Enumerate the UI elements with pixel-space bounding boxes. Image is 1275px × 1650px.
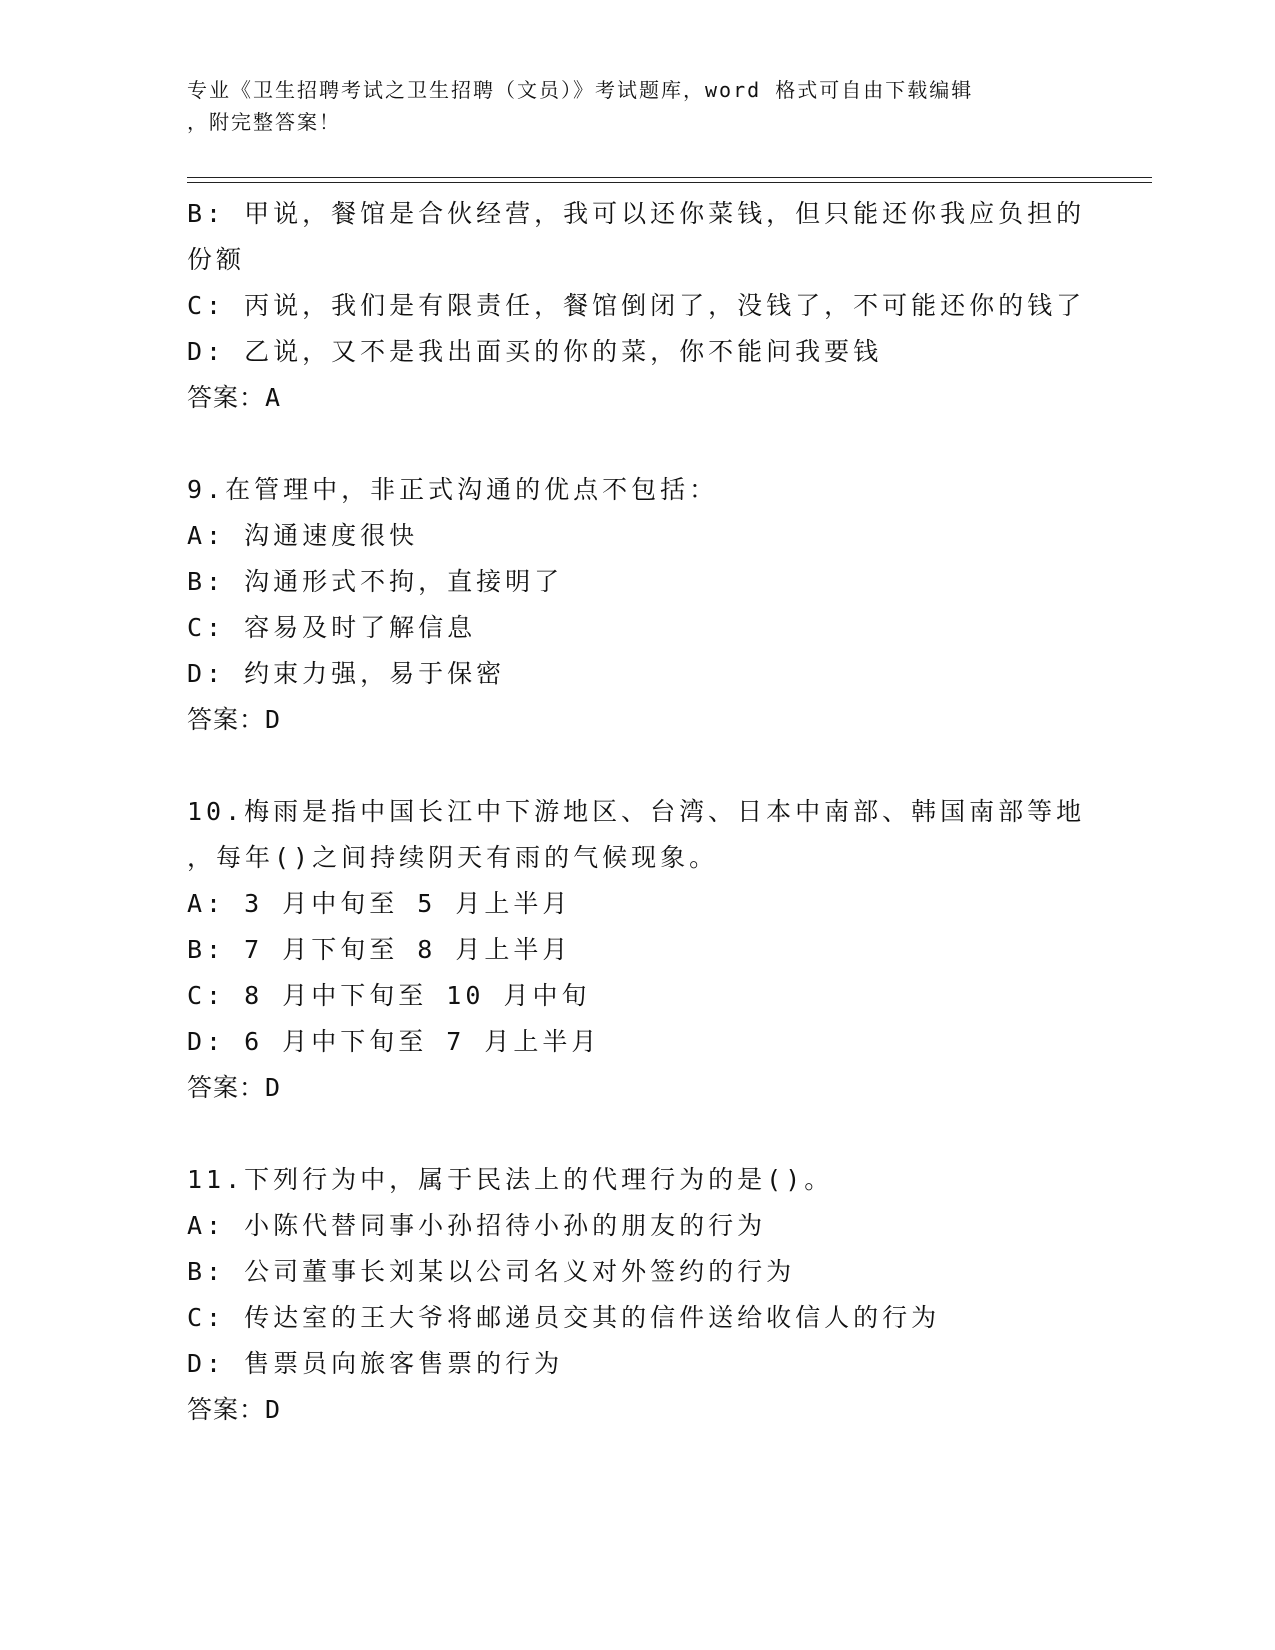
question-text: 9.在管理中，非正式沟通的优点不包括：: [187, 475, 719, 504]
header-line-1: 专业《卫生招聘考试之卫生招聘（文员）》考试题库，word 格式可自由下载编辑: [187, 78, 974, 102]
question-content: [187, 191, 1087, 1433]
document-header: [187, 74, 1067, 138]
answer: 答案：D: [187, 705, 282, 734]
answer: 答案：D: [187, 1073, 282, 1102]
header-rule-bottom: [187, 182, 1152, 183]
option-c: C: 容易及时了解信息: [187, 613, 477, 642]
option-c: C: 传达室的王大爷将邮递员交其的信件送给收信人的行为: [187, 1303, 941, 1332]
option-b: B: 沟通形式不拘，直接明了: [187, 567, 564, 596]
option-b-continued: 份额: [187, 245, 246, 274]
option-a: A: 小陈代替同事小孙招待小孙的朋友的行为: [187, 1211, 767, 1240]
question-9: [187, 467, 1087, 743]
question-text: 10.梅雨是指中国长江中下游地区、台湾、日本中南部、韩国南部等地: [187, 797, 1086, 826]
question-text: 11.下列行为中，属于民法上的代理行为的是()。: [187, 1165, 834, 1194]
option-b: B: 甲说，餐馆是合伙经营，我可以还你菜钱，但只能还你我应负担的: [187, 199, 1086, 228]
option-b: B: 公司董事长刘某以公司名义对外签约的行为: [187, 1257, 796, 1286]
option-b: B: 7 月下旬至 8 月上半月: [187, 935, 572, 964]
header-rule-top: [187, 177, 1152, 178]
option-d: D: 约束力强，易于保密: [187, 659, 506, 688]
option-c: C: 8 月中下旬至 10 月中旬: [187, 981, 591, 1010]
option-a: A: 沟通速度很快: [187, 521, 419, 550]
option-d: D: 售票员向旅客售票的行为: [187, 1349, 564, 1378]
question-11: [187, 1157, 1087, 1433]
option-d: D: 乙说，又不是我出面买的你的菜，你不能问我要钱: [187, 337, 883, 366]
option-d: D: 6 月中下旬至 7 月上半月: [187, 1027, 601, 1056]
answer: 答案：A: [187, 383, 282, 412]
header-line-2: ，附完整答案！: [187, 110, 341, 134]
prev-question-block: [187, 191, 1087, 421]
option-a: A: 3 月中旬至 5 月上半月: [187, 889, 572, 918]
question-10: [187, 789, 1087, 1111]
question-text-continued: ，每年()之间持续阴天有雨的气候现象。: [187, 843, 719, 872]
answer: 答案：D: [187, 1395, 282, 1424]
option-c: C: 丙说，我们是有限责任，餐馆倒闭了，没钱了，不可能还你的钱了: [187, 291, 1086, 320]
